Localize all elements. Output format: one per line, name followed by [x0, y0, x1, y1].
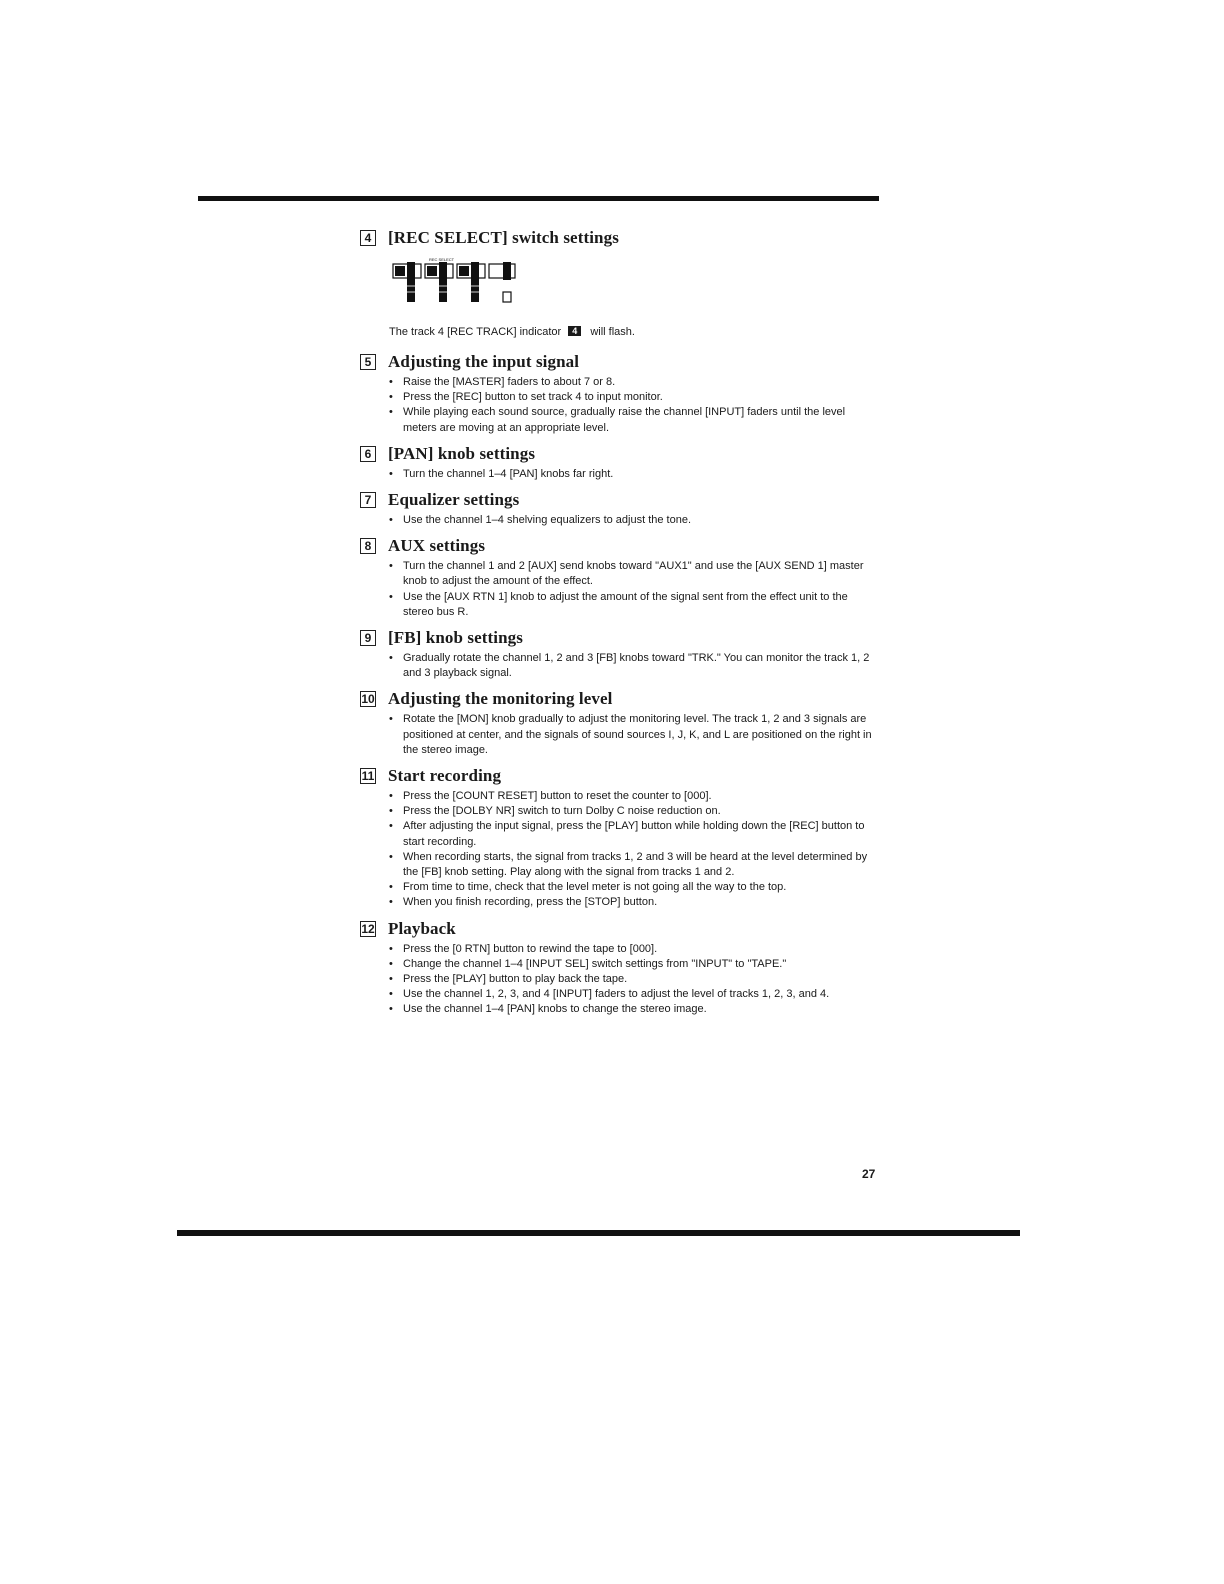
list-item: • From time to time, check that the level meter is not going all the way to the top.	[389, 880, 880, 895]
list-item: • When you finish recording, press the [STOP] button.	[389, 895, 880, 910]
section-heading	[360, 534, 880, 558]
list-item: • Use the [AUX RTN 1] knob to adjust the amount of the signal sent from the effect unit to the stereo bus R.	[389, 590, 880, 620]
bullet-list	[389, 513, 880, 528]
section-heading	[360, 764, 880, 788]
step-number-box: 8	[360, 538, 376, 554]
section-heading	[360, 687, 880, 711]
section-heading	[360, 350, 880, 374]
page-content	[360, 226, 880, 1024]
section-title: [PAN] knob settings	[388, 443, 536, 463]
section-title: AUX settings	[388, 536, 486, 556]
section-equalizer	[360, 488, 880, 528]
step-number-box: 10	[361, 692, 375, 707]
list-item: • Press the [DOLBY NR] switch to turn Dolby C noise reduction on.	[389, 804, 880, 819]
top-rule	[198, 196, 879, 201]
list-item: • Use the channel 1–4 [PAN] knobs to change the stereo image.	[389, 1002, 880, 1017]
list-item: • After adjusting the input signal, press the [PLAY] button while holding down the [REC] button to start recording.	[389, 819, 880, 849]
list-item: • Press the [0 RTN] button to rewind the tape to [000].	[389, 942, 880, 957]
bullet-list	[389, 375, 880, 436]
section-title: Start recording	[388, 766, 502, 786]
bullet-list	[389, 559, 880, 620]
section-heading	[360, 917, 880, 941]
list-item: • Use the channel 1, 2, 3, and 4 [INPUT] faders to adjust the level of tracks 1, 2, 3, and 4.	[389, 987, 880, 1002]
step-number-box: 7	[360, 492, 376, 508]
bullet-list	[389, 712, 880, 758]
section-playback	[360, 917, 880, 1018]
rec-select-switch-illustration	[389, 256, 519, 308]
section-start-recording	[360, 764, 880, 911]
section-heading	[360, 442, 880, 466]
figure-label: REC SELECT	[429, 257, 455, 262]
list-item: • Press the [REC] button to set track 4 to input monitor.	[389, 390, 880, 405]
page-number: 27	[862, 1167, 876, 1181]
list-item: • Raise the [MASTER] faders to about 7 or 8.	[389, 375, 880, 390]
list-item: • Use the channel 1–4 shelving equalizers to adjust the tone.	[389, 513, 880, 528]
section-heading	[360, 226, 880, 250]
bullet-list	[389, 467, 880, 482]
step-number-box: 9	[360, 630, 376, 646]
list-item: • Gradually rotate the channel 1, 2 and 3 [FB] knobs toward "TRK." You can monitor the track 1, 2 and 3 playback signal.	[389, 651, 880, 681]
list-item: • Press the [PLAY] button to play back the tape.	[389, 972, 880, 987]
section-title: [REC SELECT] switch settings	[388, 228, 619, 247]
step-number-box: 11	[361, 769, 375, 784]
rec-track-indicator-note: The track 4 [REC TRACK] indicator 4 will flash.	[389, 326, 635, 338]
section-rec-select	[360, 226, 880, 340]
bullet-list	[389, 789, 880, 911]
list-item: • Turn the channel 1 and 2 [AUX] send knobs toward "AUX1" and use the [AUX SEND 1] master knob to adjust the amount of the effect.	[389, 559, 880, 589]
list-item: • Change the channel 1–4 [INPUT SEL] switch settings from "INPUT" to "TAPE."	[389, 957, 880, 972]
bullet-list	[389, 651, 880, 681]
step-number-box: 6	[360, 446, 376, 462]
track-4-indicator-icon: 4	[568, 326, 581, 336]
step-number-box: 5	[360, 354, 376, 370]
section-input-signal	[360, 350, 880, 436]
section-title: Equalizer settings	[388, 490, 520, 510]
section-monitoring-level	[360, 687, 880, 758]
section-title: Adjusting the monitoring level	[388, 689, 613, 709]
section-title: [FB] knob settings	[388, 628, 523, 648]
bullet-list	[389, 942, 880, 1018]
list-item: • Press the [COUNT RESET] button to reset the counter to [000].	[389, 789, 880, 804]
section-fb-knob	[360, 626, 880, 681]
section-pan-knob	[360, 442, 880, 482]
section-heading	[360, 488, 880, 512]
section-aux	[360, 534, 880, 620]
step-number-box: 4	[360, 230, 376, 246]
section-title: Adjusting the input signal	[388, 352, 580, 371]
list-item: • While playing each sound source, gradually raise the channel [INPUT] faders until the level meters are moving at an appropriate level.	[389, 405, 880, 435]
list-item: • Rotate the [MON] knob gradually to adjust the monitoring level. The track 1, 2 and 3 signals are positioned at center, and the signals of sound sources I, J, K, and L are positioned on the right in the stereo image.	[389, 712, 880, 758]
bottom-rule	[177, 1230, 1020, 1236]
step-number-box: 12	[361, 921, 375, 936]
list-item: • When recording starts, the signal from tracks 1, 2 and 3 will be heard at the level determined by the [FB] knob setting. Play along with the signal from tracks 1 and 2.	[389, 850, 880, 880]
list-item: • Turn the channel 1–4 [PAN] knobs far right.	[389, 467, 880, 482]
section-title: Playback	[388, 918, 456, 938]
section-heading	[360, 626, 880, 650]
